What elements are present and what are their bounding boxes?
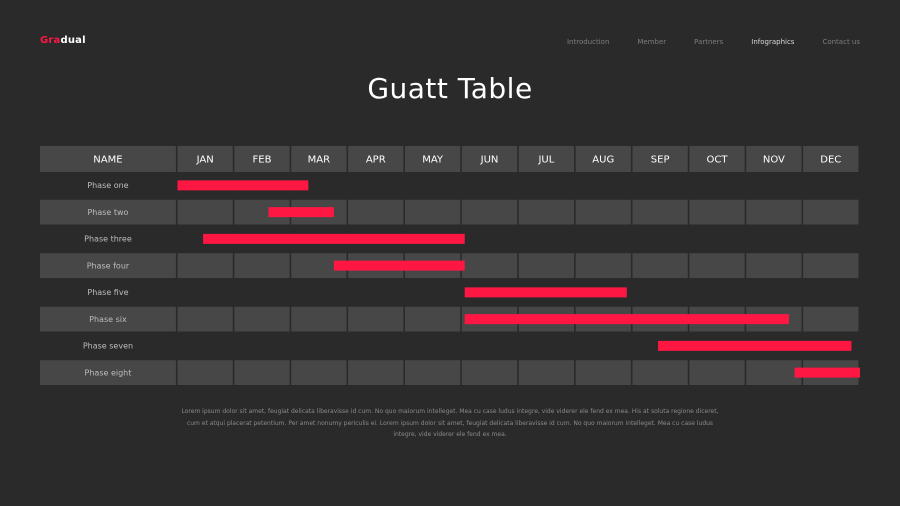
task-name-label: Phase four xyxy=(86,261,130,271)
row-month-cell xyxy=(348,200,403,225)
nav-item-partners[interactable]: Partners xyxy=(694,38,724,46)
row-month-cell xyxy=(633,200,688,225)
task-bar xyxy=(203,234,465,244)
row-month-cell xyxy=(576,253,631,278)
row-month-cell xyxy=(234,307,289,332)
row-month-cell xyxy=(462,360,517,385)
month-header-label: DEC xyxy=(820,154,842,166)
row-month-cell xyxy=(633,360,688,385)
row-month-cell xyxy=(178,253,233,278)
month-header-label: AUG xyxy=(592,154,615,166)
task-bar xyxy=(334,261,465,271)
month-header-label: OCT xyxy=(706,154,728,166)
month-header-label: JUL xyxy=(538,154,555,166)
task-bar xyxy=(178,180,309,190)
task-name-label: Phase seven xyxy=(82,341,134,351)
row-month-cell xyxy=(405,307,460,332)
row-month-cell xyxy=(519,200,574,225)
row-month-cell xyxy=(803,253,858,278)
row-month-cell xyxy=(689,253,744,278)
row-month-cell xyxy=(576,200,631,225)
row-month-cell xyxy=(178,360,233,385)
row-month-cell xyxy=(689,200,744,225)
task-name-label: Phase eight xyxy=(84,368,132,378)
task-name-label: Phase three xyxy=(84,234,132,244)
row-month-cell xyxy=(348,307,403,332)
row-month-cell xyxy=(633,253,688,278)
task-bar xyxy=(465,287,627,297)
task-name-label: Phase six xyxy=(89,314,127,324)
row-month-cell xyxy=(291,307,346,332)
row-month-cell xyxy=(519,253,574,278)
row-month-cell xyxy=(803,200,858,225)
task-bar xyxy=(465,314,789,324)
row-month-cell xyxy=(178,200,233,225)
task-bar xyxy=(658,341,851,351)
row-month-cell xyxy=(746,253,801,278)
row-month-cell xyxy=(178,307,233,332)
row-month-cell xyxy=(405,200,460,225)
nav-item-infographics[interactable]: Infographics xyxy=(751,38,795,46)
month-header-label: JAN xyxy=(196,154,214,166)
row-month-cell xyxy=(746,200,801,225)
task-name-label: Phase two xyxy=(87,207,129,217)
month-header-label: FEB xyxy=(252,154,272,166)
row-month-cell xyxy=(576,360,631,385)
brand-logo[interactable] xyxy=(40,35,86,46)
row-month-cell xyxy=(405,360,460,385)
row-month-cell xyxy=(689,360,744,385)
description-text: Lorem ipsum dolor sit amet, feugiat delicata liberavisse id cum. No quo maiorum intelleget. Mea cu case ludus integre, vide viderer ele fend ex mea. His at soluta regione diceret, cum et atqui placerat petentium. Per amet nonumy periculis ei. Lorem ipsum dolor sit amet, feugiat delicata liberavisse id cum. No quo maiorum intelleget. Mea cu case ludus integre, vide viderer ele fend ex mea. xyxy=(181,408,719,438)
month-header-label: MAR xyxy=(307,154,331,166)
row-month-cell xyxy=(462,253,517,278)
row-month-cell xyxy=(519,360,574,385)
brand-logo-rest: dual xyxy=(60,35,86,46)
month-header-label: JUN xyxy=(480,154,499,166)
month-header-label: APR xyxy=(365,154,386,166)
task-bar xyxy=(269,207,334,217)
task-name-label: Phase five xyxy=(87,288,129,298)
row-month-cell xyxy=(234,360,289,385)
row-month-cell xyxy=(462,200,517,225)
row-month-cell xyxy=(348,360,403,385)
nav-item-member[interactable]: Member xyxy=(637,38,667,46)
row-month-cell xyxy=(803,307,858,332)
month-header-label: NOV xyxy=(762,154,785,166)
nav-item-introduction[interactable]: Introduction xyxy=(566,38,610,46)
task-bar xyxy=(795,368,860,378)
month-header-label: MAY xyxy=(422,154,444,166)
nav-item-contact-us[interactable]: Contact us xyxy=(822,38,860,46)
page-title: Guatt Table xyxy=(367,72,533,105)
row-month-cell xyxy=(746,360,801,385)
row-month-cell xyxy=(291,360,346,385)
row-month-cell xyxy=(234,253,289,278)
brand-logo-accent: Gra xyxy=(40,35,61,46)
task-name-label: Phase one xyxy=(87,181,129,191)
month-header-label: SEP xyxy=(650,154,670,166)
top-nav xyxy=(539,38,860,46)
name-header-label: NAME xyxy=(93,154,123,166)
gantt-chart xyxy=(40,146,860,386)
